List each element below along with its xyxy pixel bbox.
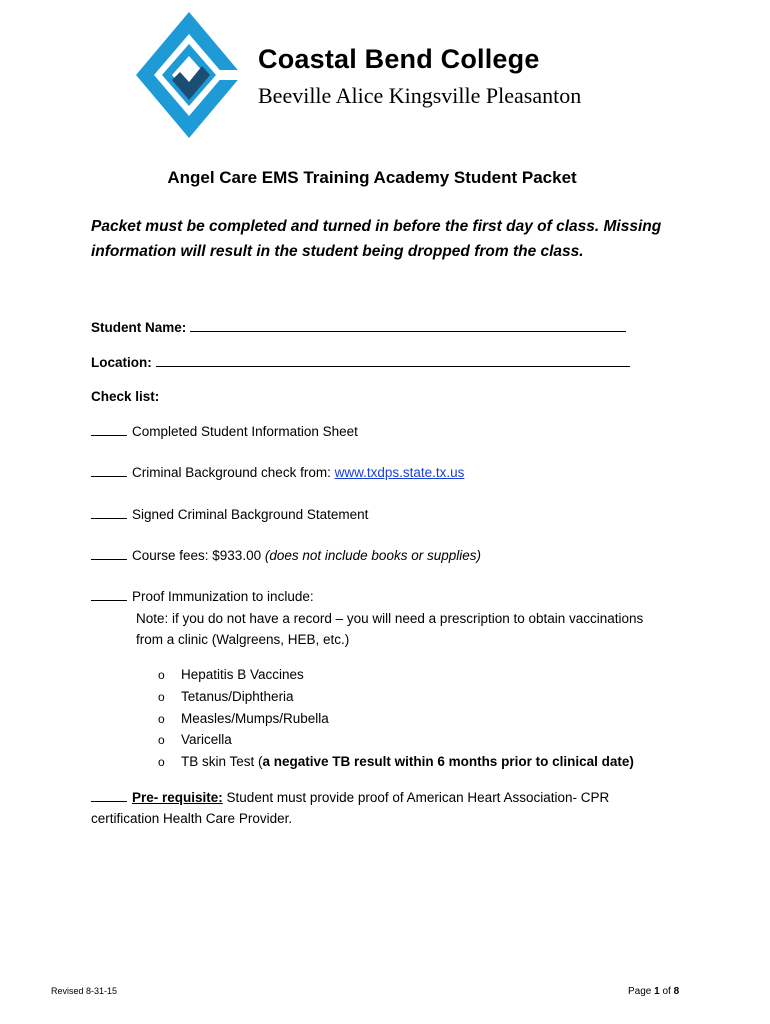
- checklist-item-prerequisite: [91, 789, 609, 807]
- college-cities: Beeville Alice Kingsville Pleasanton: [258, 83, 582, 108]
- tb-requirement: a negative TB result within 6 months prior to clinical date): [262, 754, 634, 770]
- checklist-item-label: Completed Student Information Sheet: [132, 424, 358, 439]
- check-blank[interactable]: [91, 506, 127, 519]
- checklist-item-fees: [91, 547, 481, 565]
- prereq-text-continued: certification Health Care Provider.: [91, 811, 293, 826]
- checklist-item-background: [91, 464, 464, 482]
- student-name-field[interactable]: [91, 318, 626, 337]
- fees-note: (does not include books or supplies): [264, 548, 481, 563]
- check-blank[interactable]: [91, 789, 127, 802]
- checklist-heading: Check list:: [91, 389, 160, 404]
- logo-gap: [216, 70, 242, 80]
- student-name-label: Student Name:: [91, 320, 187, 335]
- college-name: Coastal Bend College: [258, 44, 540, 74]
- check-blank[interactable]: [91, 588, 127, 601]
- page-number: Page 1 of 8: [628, 986, 680, 997]
- location-field[interactable]: [91, 353, 630, 372]
- revised-date: Revised 8-31-15: [51, 986, 118, 996]
- bullet-icon: o: [158, 755, 165, 770]
- prereq-text: Student must provide proof of American Heart Association- CPR: [226, 790, 610, 805]
- packet-title: Angel Care EMS Training Academy Student Packet: [167, 168, 577, 187]
- location-blank[interactable]: [156, 353, 630, 367]
- packet-warning: Packet must be completed and turned in before the first day of class. Missing information will result in the student being dropped from the class.: [91, 218, 662, 260]
- location-label: Location:: [91, 355, 152, 370]
- bullet-icon: o: [158, 733, 165, 748]
- list-item: o Varicella: [158, 732, 232, 748]
- bullet-icon: o: [158, 668, 165, 682]
- checklist-item-immunization: [91, 588, 314, 606]
- checklist-item-label: Course fees: $933.00: [132, 548, 262, 563]
- bullet-icon: o: [158, 711, 165, 726]
- txdps-link[interactable]: www.txdps.state.tx.us: [334, 465, 465, 480]
- checklist-item-label: Criminal Background check from:: [132, 465, 331, 480]
- student-name-blank[interactable]: [190, 318, 626, 332]
- checklist-item-label: Proof Immunization to include:: [132, 589, 314, 604]
- check-blank[interactable]: [91, 547, 127, 560]
- check-blank[interactable]: [91, 464, 127, 477]
- checklist-item-info-sheet: [91, 423, 358, 441]
- check-blank[interactable]: [91, 423, 127, 436]
- list-item: o TB skin Test (a negative TB result within 6 months prior to clinical date): [158, 754, 634, 770]
- college-logo: [136, 12, 242, 138]
- list-item: o Tetanus/Diphtheria: [158, 688, 294, 704]
- list-item: o Hepatitis B Vaccines: [158, 667, 304, 682]
- list-item: o Measles/Mumps/Rubella: [158, 710, 329, 726]
- checklist-item-statement: [91, 506, 368, 524]
- vaccine-list: [158, 666, 634, 775]
- prereq-label: Pre- requisite:: [132, 790, 223, 805]
- immunization-note-line-1: Note: if you do not have a record – you will need a prescription to obtain vaccinations: [136, 611, 644, 626]
- bullet-icon: o: [158, 689, 165, 704]
- immunization-note-line-2: from a clinic (Walgreens, HEB, etc.): [136, 632, 350, 647]
- checklist-item-label: Signed Criminal Background Statement: [132, 507, 369, 522]
